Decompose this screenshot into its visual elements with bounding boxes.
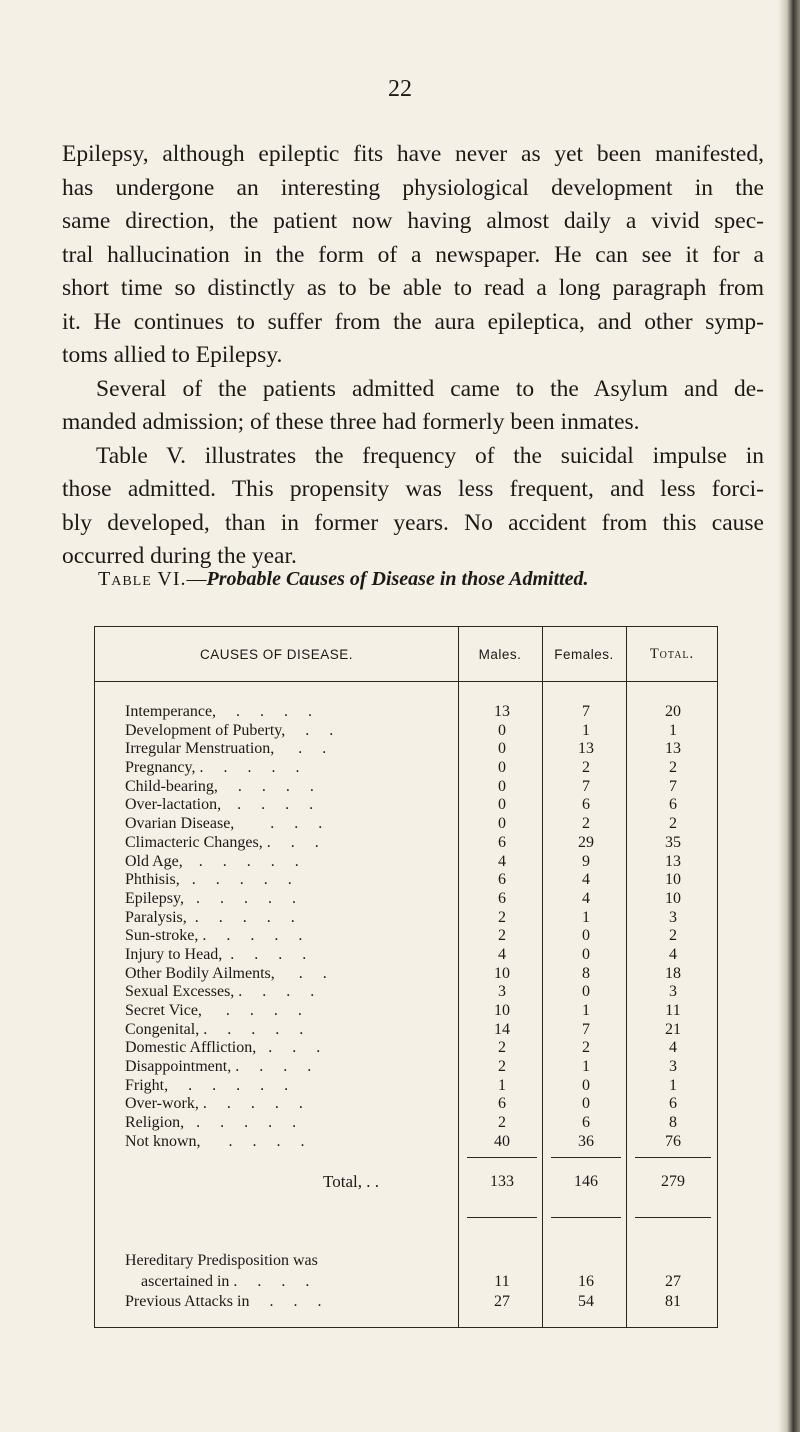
cause-cell: Not known, . . . .: [125, 1132, 305, 1150]
table-row: [95, 871, 717, 890]
table-row: [95, 909, 717, 928]
previous-total: 81: [665, 1293, 681, 1310]
cause-cell: Ovarian Disease, . . .: [125, 815, 323, 833]
total-cell: 18: [665, 964, 681, 982]
males-cell: 14: [494, 1020, 510, 1038]
cause-cell: Over-work, . . . . .: [125, 1095, 303, 1113]
total-cell: 1: [669, 1076, 677, 1094]
females-cell: 4: [582, 889, 590, 907]
previous-attacks-row: [95, 1292, 717, 1311]
total-total: 279: [661, 1173, 685, 1190]
total-cell: 2: [669, 927, 677, 945]
hereditary-total: 27: [665, 1273, 681, 1290]
cause-cell: Child-bearing, . . . .: [125, 777, 314, 795]
males-cell: 2: [498, 1114, 506, 1132]
cause-cell: Sun-stroke, . . . . .: [125, 927, 303, 945]
females-cell: 0: [582, 945, 590, 963]
paragraph-line: bly developed, than in former years. No accident from this cause: [62, 509, 764, 536]
females-cell: 0: [582, 1076, 590, 1094]
males-cell: 6: [498, 833, 506, 851]
cause-cell: Old Age, . . . . .: [125, 852, 299, 870]
table-row: [95, 1077, 717, 1096]
cause-cell: Epilepsy, . . . . .: [125, 889, 296, 907]
females-cell: 1: [582, 908, 590, 926]
males-cell: 4: [498, 852, 506, 870]
table-row: [95, 1133, 717, 1152]
paragraph-line: occurred during the year.: [62, 543, 297, 569]
table-row: [95, 890, 717, 909]
cause-cell: Paralysis, . . . . .: [125, 908, 295, 926]
table-row: [95, 778, 717, 797]
males-cell: 0: [498, 740, 506, 758]
sum-rule: [551, 1157, 621, 1158]
paragraph-line: Epilepsy, although epileptic fits have never as yet been manifested,: [62, 141, 764, 167]
total-cell: 21: [665, 1020, 681, 1038]
total-cell: 2: [669, 759, 677, 777]
females-cell: 7: [582, 777, 590, 795]
cause-cell: Secret Vice, . . . .: [125, 1002, 302, 1019]
header-total: Total.: [649, 645, 695, 662]
total-cell: 11: [665, 1002, 681, 1019]
males-cell: 0: [498, 721, 506, 739]
table-row: [95, 983, 717, 1002]
paragraph-line: it. He continues to suffer from the aura epileptica, and other symp-: [62, 308, 764, 335]
sum-rule: [635, 1157, 711, 1158]
total-cell: 4: [669, 945, 677, 963]
total-cell: 2: [669, 815, 677, 833]
cause-cell: Phthisis, . . . . .: [125, 871, 292, 889]
total-cell: 4: [669, 1039, 677, 1057]
cause-cell: Domestic Affliction, . . .: [125, 1039, 321, 1057]
paragraph-line: Table V. illustrates the frequency of the suicidal impulse in: [96, 442, 764, 469]
females-cell: 1: [582, 1002, 590, 1019]
table-row: [95, 1058, 717, 1077]
total-cell: 10: [665, 889, 681, 907]
table-row: [95, 703, 717, 722]
table-row: [95, 965, 717, 984]
females-cell: 4: [582, 871, 590, 889]
cause-cell: Injury to Head, . . . .: [125, 945, 307, 963]
hereditary-row-label: [95, 1251, 717, 1270]
table-row: [95, 834, 717, 853]
females-cell: 36: [578, 1132, 594, 1150]
hereditary-label-line2: ascertained in . . . .: [141, 1273, 310, 1290]
table-row: [95, 927, 717, 946]
table-body: [95, 703, 717, 1152]
females-cell: 6: [582, 796, 590, 814]
males-cell: 6: [498, 871, 506, 889]
total-cell: 35: [665, 833, 681, 851]
males-cell: 10: [494, 1002, 510, 1019]
cause-cell: Congenital, . . . . .: [125, 1020, 304, 1038]
cause-cell: Intemperance, . . . .: [125, 703, 313, 720]
males-cell: 3: [498, 983, 506, 1001]
males-cell: 6: [498, 1095, 506, 1113]
caption-dash: —: [186, 568, 207, 590]
table-label: Table VI.: [98, 568, 187, 590]
header-females: Females.: [554, 646, 614, 662]
table-row: [95, 853, 717, 872]
previous-males: 27: [494, 1293, 510, 1310]
header-males: Males.: [478, 646, 522, 662]
cause-cell: Irregular Menstruation, . .: [125, 740, 327, 758]
total-cell: 6: [669, 796, 677, 814]
cause-cell: Sexual Excesses, . . . .: [125, 983, 315, 1001]
total-cell: 3: [669, 983, 677, 1001]
females-cell: 29: [578, 833, 594, 851]
paragraph-line: has undergone an interesting physiological development in the: [62, 174, 764, 201]
females-cell: 2: [582, 815, 590, 833]
females-cell: 2: [582, 1039, 590, 1057]
sum-rule: [467, 1217, 537, 1218]
previous-label: Previous Attacks in . . .: [125, 1293, 322, 1310]
females-cell: 8: [582, 964, 590, 982]
males-cell: 10: [494, 964, 510, 982]
total-cell: 13: [665, 740, 681, 758]
table-row: [95, 759, 717, 778]
total-cell: 10: [665, 871, 681, 889]
sum-rule: [551, 1217, 621, 1218]
females-cell: 13: [578, 740, 594, 758]
males-cell: 0: [498, 815, 506, 833]
paragraph-line: same direction, the patient now having almost daily a vivid spec-: [62, 208, 764, 234]
total-cell: 20: [665, 703, 681, 720]
cause-cell: Development of Puberty, . .: [125, 721, 334, 739]
cause-cell: Climacteric Changes, . . .: [125, 833, 319, 851]
males-cell: 0: [498, 796, 506, 814]
total-cell: 76: [665, 1132, 681, 1150]
females-cell: 1: [582, 721, 590, 739]
total-cell: 3: [669, 1058, 677, 1076]
males-cell: 1: [498, 1076, 506, 1094]
header-causes: CAUSES OF DISEASE.: [199, 646, 354, 662]
females-cell: 2: [582, 759, 590, 777]
males-cell: 2: [498, 1039, 506, 1057]
body-text: [62, 138, 764, 574]
hereditary-males: 11: [494, 1273, 510, 1290]
males-cell: 0: [498, 777, 506, 795]
cause-cell: Religion, . . . . .: [125, 1114, 297, 1132]
table-row: [95, 796, 717, 815]
total-row: [95, 1172, 717, 1191]
females-cell: 1: [582, 1058, 590, 1076]
cause-cell: Pregnancy, . . . . .: [125, 759, 300, 777]
paragraph-line: short time so distinctly as to be able to read a long paragraph from: [62, 275, 764, 301]
paragraph-line: Several of the patients admitted came to the Asylum and de-: [96, 375, 764, 402]
cause-cell: Over-lactation, . . . .: [125, 796, 314, 814]
book-spine-edge: [778, 0, 800, 1432]
paragraph-line: tral hallucination in the form of a newspaper. He can see it for a: [62, 241, 764, 268]
females-cell: 6: [582, 1114, 590, 1132]
males-cell: 0: [498, 759, 506, 777]
total-males: 133: [490, 1173, 514, 1190]
females-cell: 0: [582, 1095, 590, 1113]
hereditary-females: 16: [578, 1273, 594, 1290]
total-females: 146: [574, 1173, 598, 1190]
cause-cell: Disappointment, . . . .: [125, 1058, 312, 1076]
total-cell: 6: [669, 1095, 677, 1113]
table-header: [95, 627, 717, 682]
page-number: 22: [388, 76, 412, 102]
table-row: [95, 722, 717, 741]
table-row: [95, 1039, 717, 1058]
table-row: [95, 740, 717, 759]
males-cell: 2: [498, 908, 506, 926]
males-cell: 2: [498, 927, 506, 945]
males-cell: 6: [498, 889, 506, 907]
sum-rule: [467, 1157, 537, 1158]
paragraph-line: manded admission; of these three had formerly been inmates.: [62, 409, 640, 435]
previous-females: 54: [578, 1293, 594, 1310]
total-cell: 1: [669, 721, 677, 739]
table-caption: [98, 568, 738, 591]
females-cell: 0: [582, 983, 590, 1001]
total-cell: 7: [669, 777, 677, 795]
total-label: Total, . .: [323, 1172, 379, 1191]
total-cell: 3: [669, 908, 677, 926]
females-cell: 7: [582, 1020, 590, 1038]
table-row: [95, 1021, 717, 1040]
cause-cell: Other Bodily Ailments, . .: [125, 964, 327, 982]
males-cell: 4: [498, 945, 506, 963]
hereditary-label-line1: Hereditary Predisposition was: [125, 1252, 318, 1269]
table-row: [95, 1002, 717, 1021]
females-cell: 0: [582, 927, 590, 945]
females-cell: 7: [582, 703, 590, 720]
causes-table: [94, 626, 718, 1328]
table-row: [95, 815, 717, 834]
cause-cell: Fright, . . . . .: [125, 1076, 289, 1094]
total-cell: 8: [669, 1114, 677, 1132]
table-row: [95, 1095, 717, 1114]
males-cell: 40: [494, 1132, 510, 1150]
males-cell: 2: [498, 1058, 506, 1076]
sum-rule: [635, 1217, 711, 1218]
paragraph-line: toms allied to Epilepsy.: [62, 342, 283, 368]
table-title: Probable Causes of Disease in those Admitted.: [206, 568, 589, 590]
table-row: [95, 946, 717, 965]
paragraph-line: those admitted. This propensity was less frequent, and less forci-: [62, 476, 764, 502]
males-cell: 13: [494, 703, 510, 720]
table-row: [95, 1114, 717, 1133]
females-cell: 9: [582, 852, 590, 870]
total-cell: 13: [665, 852, 681, 870]
hereditary-row: [95, 1272, 717, 1291]
